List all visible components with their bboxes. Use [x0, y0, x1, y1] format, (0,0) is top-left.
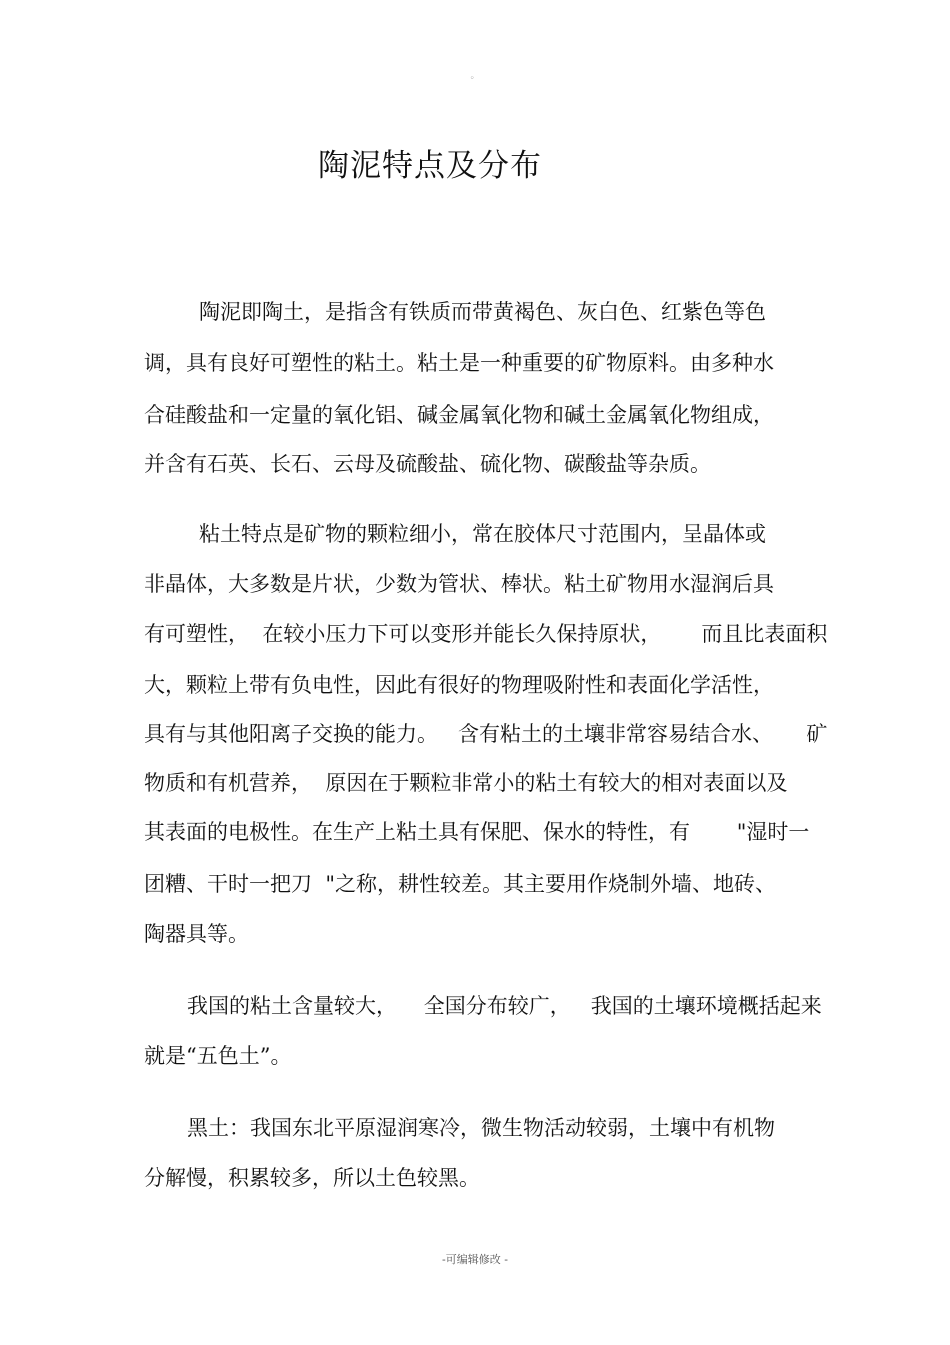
paragraph-line: 我国的粘土含量较大， 全国分布较广， 我国的土壤环境概括起来 — [187, 994, 822, 1018]
paragraph-line: 粘土特点是矿物的颗粒细小，常在胶体尺寸范围内，呈晶体或 — [199, 522, 766, 546]
page-footer: -可编辑修改 - — [442, 1253, 508, 1266]
paragraph-line: 其表面的电极性。在生产上粘土具有保肥、保水的特性，有 "湿时一 — [144, 820, 810, 844]
paragraph-line: 调，具有良好可塑性的粘土。粘土是一种重要的矿物原料。由多种水 — [144, 351, 774, 375]
paragraph-line: 陶泥即陶土，是指含有铁质而带黄褐色、灰白色、红紫色等色 — [199, 300, 766, 324]
paragraph-line: 大，颗粒上带有负电性，因此有很好的物理吸附性和表面化学活性， — [144, 673, 774, 697]
header-mark: 。 — [470, 71, 480, 81]
paragraph-line: 陶器具等。 — [144, 922, 249, 946]
paragraph-line: 物质和有机营养， 原因在于颗粒非常小的粘土有较大的相对表面以及 — [144, 771, 788, 795]
paragraph-line: 合硅酸盐和一定量的氧化铝、碱金属氧化物和碱土金属氧化物组成， — [144, 403, 774, 427]
paragraph-line: 并含有石英、长石、云母及硫酸盐、硫化物、碳酸盐等杂质。 — [144, 452, 711, 476]
paragraph-line: 具有与其他阳离子交换的能力。 含有粘土的土壤非常容易结合水、 矿 — [144, 722, 828, 746]
document-title: 陶泥特点及分布 — [318, 148, 542, 184]
paragraph-line: 就是“五色土”。 — [144, 1044, 292, 1068]
paragraph-line: 非晶体，大多数是片状，少数为管状、棒状。粘土矿物用水湿润后具 — [144, 572, 774, 596]
paragraph-line: 有可塑性， 在较小压力下可以变形并能长久保持原状， 而且比表面积 — [144, 622, 828, 646]
paragraph-line: 分解慢，积累较多，所以土色较黑。 — [144, 1166, 480, 1190]
paragraph-line: 黑土：我国东北平原湿润寒冷，微生物活动较弱，土壤中有机物 — [187, 1116, 775, 1140]
paragraph-line: 团糟、干时一把刀 "之称，耕性较差。其主要用作烧制外墙、地砖、 — [144, 872, 777, 896]
